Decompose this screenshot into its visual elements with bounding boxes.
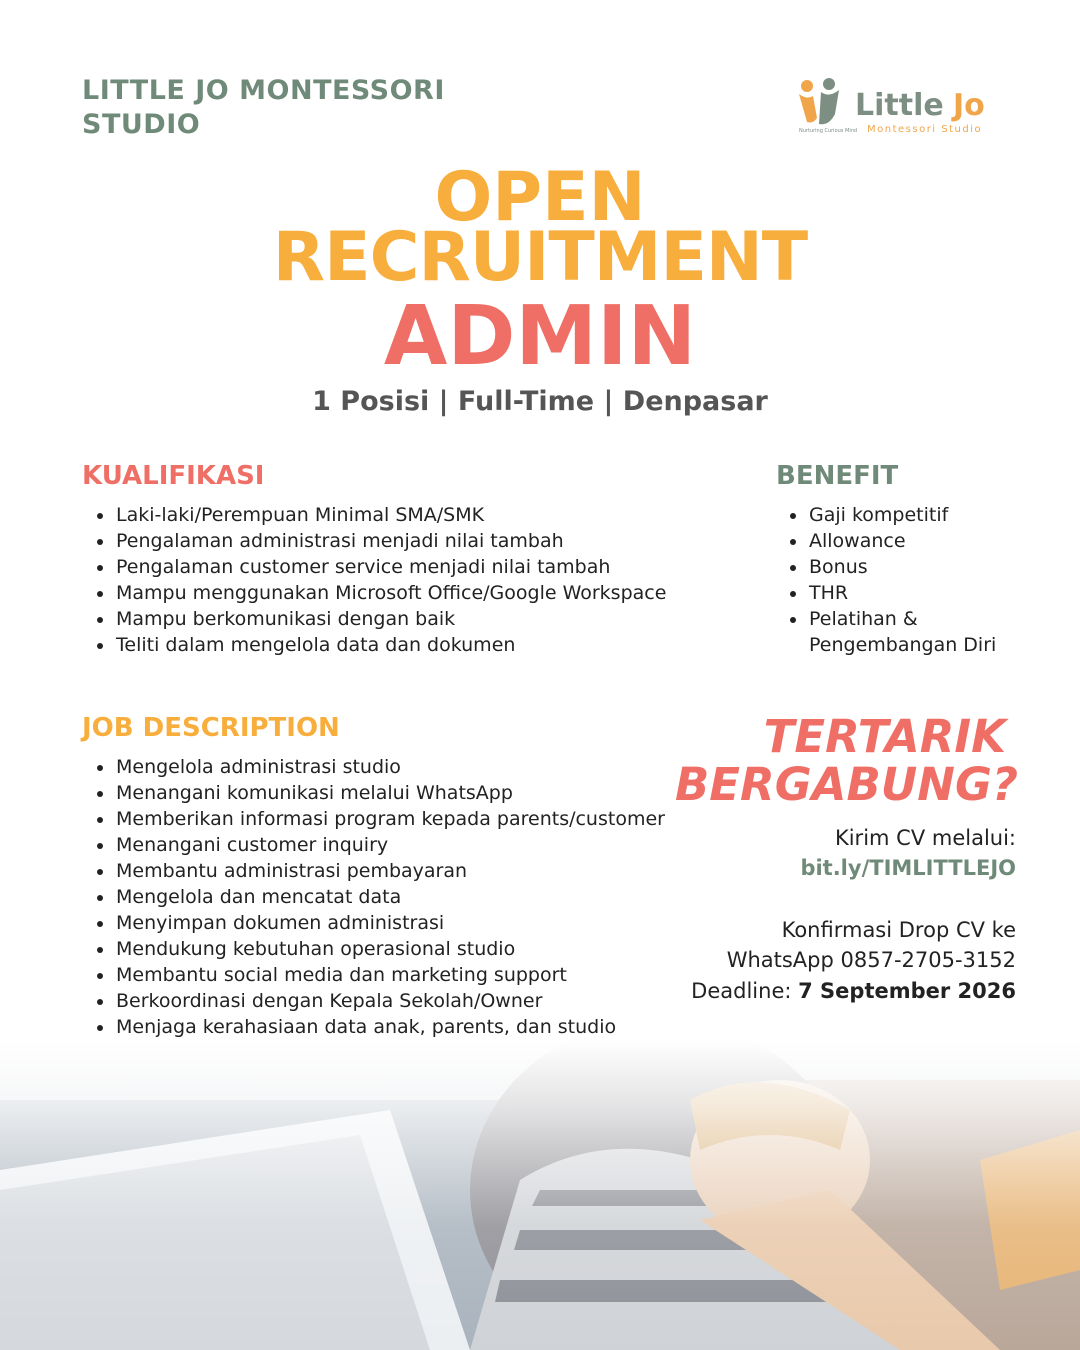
job-description-heading: JOB DESCRIPTION <box>82 713 340 743</box>
deadline <box>691 976 1016 1006</box>
list-item: Bonus <box>777 554 1039 580</box>
title-admin: ADMIN <box>383 289 697 384</box>
photo-fade-overlay <box>0 1040 1080 1350</box>
list-item: Mengelola dan mencatat data <box>84 884 665 910</box>
child-laptop-photo <box>0 1040 1080 1350</box>
logo-figures-icon <box>795 78 855 130</box>
list-item: Menyimpan dokumen administrasi <box>84 910 665 936</box>
studio-name-line1: LITTLE JO MONTESSORI <box>82 75 445 106</box>
list-item: Gaji kompetitif <box>777 502 1039 528</box>
little-jo-logo <box>795 78 1005 140</box>
list-item: Menjaga kerahasiaan data anak, parents, dan studio <box>84 1014 665 1040</box>
list-item: Menangani komunikasi melalui WhatsApp <box>84 780 665 806</box>
list-item: Berkoordinasi dengan Kepala Sekolah/Owner <box>84 988 665 1014</box>
list-item: THR <box>777 580 1039 606</box>
list-item: Teliti dalam mengelola data dan dokumen <box>84 632 666 658</box>
list-item: Pengalaman administrasi menjadi nilai tambah <box>84 528 666 554</box>
logo-word-little: Little <box>855 88 944 123</box>
whatsapp-contact[interactable]: WhatsApp 0857-2705-3152 <box>726 948 1016 972</box>
list-item: Pelatihan & Pengembangan Diri <box>777 606 1039 658</box>
logo-subtitle: Montessori Studio <box>867 124 983 135</box>
deadline-label: Deadline: <box>691 979 799 1003</box>
studio-name-line2: STUDIO <box>82 109 201 140</box>
position-summary: 1 Posisi | Full-Time | Denpasar <box>312 386 768 417</box>
cta-heading-line1: TERTARIK <box>763 710 1006 763</box>
list-item: Memberikan informasi program kepada parents/customer <box>84 806 665 832</box>
list-item: Menangani customer inquiry <box>84 832 665 858</box>
confirm-line1: Konfirmasi Drop CV ke <box>781 918 1016 942</box>
kualifikasi-list <box>84 502 666 658</box>
studio-name <box>82 74 502 142</box>
kualifikasi-heading: KUALIFIKASI <box>82 461 265 491</box>
logo-word-jo: Jo <box>953 88 985 123</box>
title-recruitment: RECRUITMENT <box>272 218 808 297</box>
send-cv-label: Kirim CV melalui: <box>834 826 1016 850</box>
list-item: Allowance <box>777 528 1039 554</box>
list-item: Mampu menggunakan Microsoft Office/Google Workspace <box>84 580 666 606</box>
job-description-list <box>84 754 665 1040</box>
list-item: Mengelola administrasi studio <box>84 754 665 780</box>
list-item: Membantu administrasi pembayaran <box>84 858 665 884</box>
list-item: Laki-laki/Perempuan Minimal SMA/SMK <box>84 502 666 528</box>
list-item: Mendukung kebutuhan operasional studio <box>84 936 665 962</box>
cta-heading-line2: BERGABUNG? <box>675 758 1018 811</box>
deadline-date: 7 September 2026 <box>798 979 1016 1003</box>
logo-tagline: Nurturing Curious Mind <box>799 128 858 134</box>
list-item: Pengalaman customer service menjadi nilai tambah <box>84 554 666 580</box>
cv-link[interactable]: bit.ly/TIMLITTLEJO <box>800 856 1016 880</box>
title-open: OPEN <box>434 158 646 237</box>
list-item: Mampu berkomunikasi dengan baik <box>84 606 666 632</box>
list-item: Membantu social media dan marketing support <box>84 962 665 988</box>
benefit-list <box>777 502 1039 658</box>
benefit-heading: BENEFIT <box>776 461 899 491</box>
